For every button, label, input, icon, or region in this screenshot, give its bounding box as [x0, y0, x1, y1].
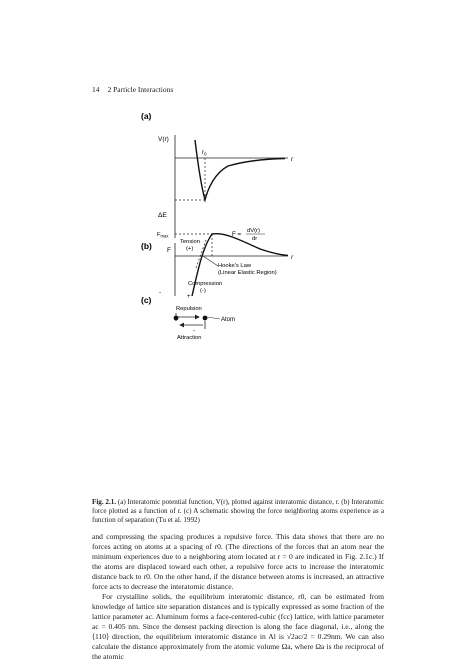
hooke-label-1: Hooke's Law [218, 263, 252, 269]
panel-a-label: (a) [141, 111, 152, 121]
hooke-pointer [203, 256, 218, 266]
attraction-minus: - [193, 328, 195, 334]
body-text [92, 532, 384, 662]
hooke-label-2: (Linear Elastic Region) [218, 270, 277, 276]
atom-pointer [207, 317, 220, 319]
caption-label: Fig. 2.1. [92, 498, 117, 506]
panel-b-x-label: r [291, 254, 294, 261]
force-eq-num: dV(r) [247, 228, 260, 234]
atom-left [174, 316, 179, 321]
tension-sign: (+) [186, 246, 194, 252]
attraction-label: Attraction [177, 335, 202, 341]
figure-caption [92, 498, 384, 525]
potential-curve [195, 140, 285, 200]
panel-b-label: (b) [141, 241, 152, 251]
panel-c-label: (c) [141, 295, 152, 305]
panel-b-minus: - [159, 289, 162, 296]
compression-sign: (-) [200, 288, 206, 294]
force-eq-den: dr [252, 236, 258, 242]
paragraph-1: and compressing the spacing produces a repulsive force. This data shows that there are no forces acting on atoms at a spacing of r0. (The directions of the forces that an atom near the minimum experiences due to a neighboring atom located at r = 0 are indicated in Fig. 2.1c.) If the atoms are displaced toward each other, a repulsive force acts to increase the interatomic distance back to r0. On the other hand, if the distance between atoms is increased, an attractive force acts to decrease the interatomic distance. [92, 532, 384, 591]
caption-text: (a) Interatomic potential function, V(r), plotted against interatomic distance, r. (b) Interatomic force plotted as a function of r. (c) A schematic showing the force neighboring atoms experience as a function of separation (Tu et al. 1992) [92, 498, 384, 524]
page-number: 14 [92, 85, 100, 94]
r0-label: $r_0$ [202, 150, 207, 157]
atom-right [203, 316, 208, 321]
repulsion-label: Repulsion [176, 306, 202, 312]
panel-b-y-label: F [167, 247, 171, 254]
chapter-title: 2 Particle Interactions [107, 85, 174, 94]
compression-label: Compression [188, 281, 223, 287]
tension-label: Tension [180, 239, 200, 245]
panel-a-x-label: r [291, 156, 294, 163]
panel-a-y-label: V(r) [158, 136, 169, 143]
paragraph-2: For crystalline solids, the equilibrium interatomic distance, r0, can be estimated from knowledge of lattice site separation distances and is typically expressed as some fraction of the lattice parameter ac. Aluminum forms a face-centered-cubic (fcc) lattice, with lattice parameter ac = 0.405 nm. Since the densest packing direction is along the face diagonal, i.e., along the ⟨110⟩ direction, the equilibrium interatomic distance in Al is √2ac/2 = 0.29nm. We can also calculate the distance approximately from the atomic volume Ωa, where Ωa is the reciprocal of the atomic [92, 592, 384, 661]
repulsion-plus: + [187, 294, 191, 300]
fmax-label: $F_{max}$ [157, 232, 169, 239]
force-eq-lhs: F = [232, 231, 242, 238]
dE-label: ΔE [158, 212, 167, 219]
atom-label: Atom [221, 317, 236, 323]
